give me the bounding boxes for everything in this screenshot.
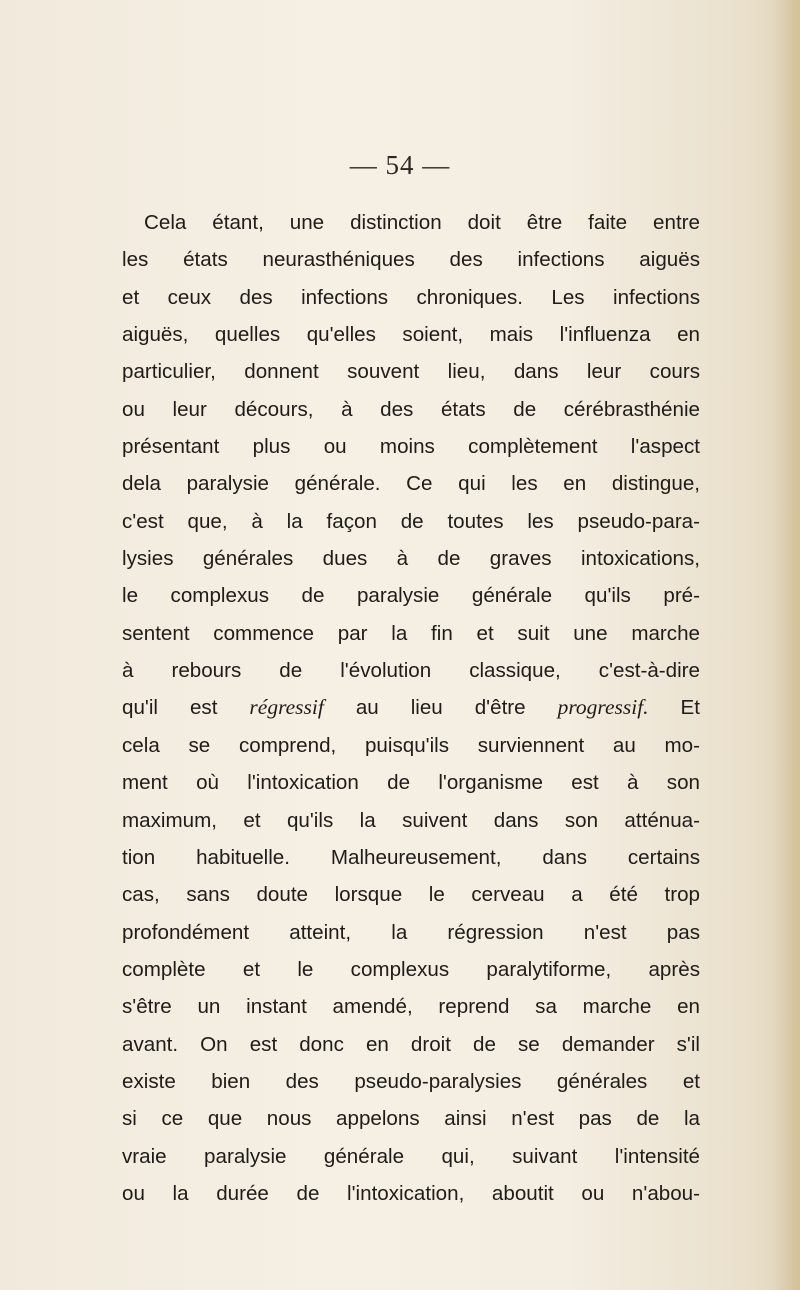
text-line-with-italics [122,689,700,726]
italic-word-regressif: régressif [249,695,324,720]
text-line: Cela étant, une distinction doit être faite entre [144,211,700,234]
text-line: particulier, donnent souvent lieu, dans leur cours [122,360,700,384]
text-line: à rebours de l'évolution classique, c'est-à-dire [122,659,700,683]
text-line: tion habituelle. Malheureusement, dans certains [122,845,700,869]
italic-word-progressif: progressif. [557,695,649,720]
text-line: présentant plus ou moins complètement l'aspect [122,435,700,459]
page-edge-shadow [774,0,800,1290]
text-line: sentent commence par la fin et suit une marche [122,621,700,645]
text-line: complète et le complexus paralytiforme, après [122,957,700,981]
text-fragment: Et [648,696,700,720]
text-line: maximum, et qu'ils la suivent dans son atténua- [122,808,700,832]
text-line: les états neurasthéniques des infections aiguës [122,248,700,272]
text-line: ment où l'intoxication de l'organisme est à son [122,771,700,795]
text-line: lysies générales dues à de graves intoxications, [122,547,700,571]
text-line: si ce que nous appelons ainsi n'est pas de la [122,1107,700,1131]
text-line: profondément atteint, la régression n'est pas [122,920,700,944]
text-line: le complexus de paralysie générale qu'ils pré- [122,584,700,608]
text-line: c'est que, à la façon de toutes les pseudo-para- [122,509,700,533]
text-line: existe bien des pseudo-paralysies générales et [122,1069,700,1093]
text-line: avant. On est donc en droit de se demander s'il [122,1032,700,1056]
text-line: cela se comprend, puisqu'ils surviennent au mo- [122,733,700,757]
text-line: dela paralysie générale. Ce qui les en distingue, [122,472,700,496]
text-line: aiguës, quelles qu'elles soient, mais l'influenza en [122,323,700,347]
text-line: et ceux des infections chroniques. Les infections [122,285,700,309]
text-line: vraie paralysie générale qui, suivant l'intensité [122,1144,700,1168]
text-fragment: au lieu d'être [323,696,558,720]
text-line: ou la durée de l'intoxication, aboutit ou n'abou- [122,1181,700,1205]
text-line: cas, sans doute lorsque le cerveau a été trop [122,883,700,907]
text-line: s'être un instant amendé, reprend sa marche en [122,995,700,1019]
text-fragment: qu'il est [122,696,250,720]
body-text [122,204,700,1212]
text-line: ou leur décours, à des états de cérébrasthénie [122,397,700,421]
page-number: — 54 — [349,150,451,180]
